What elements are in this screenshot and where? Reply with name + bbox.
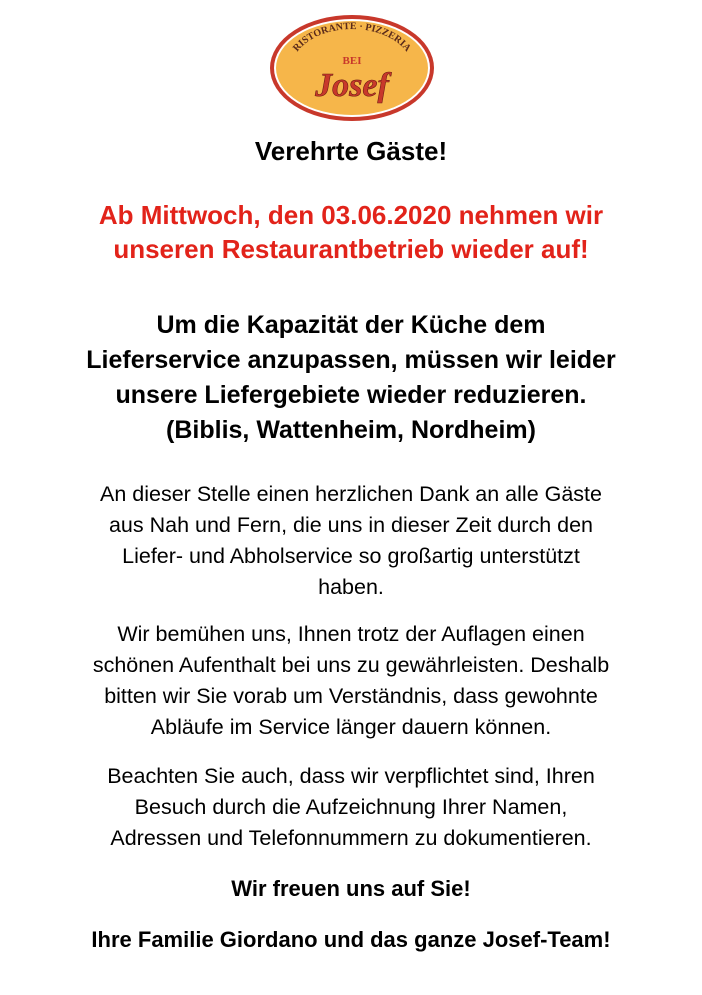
- paragraph-line: schönen Aufenthalt bei uns zu gewährleisten. Deshalb: [92, 653, 610, 677]
- signature-line: Ihre Familie Giordano und das ganze Josef-Team!: [91, 927, 611, 952]
- logo-arc-text: RISTORANTE · PIZZERIA: [291, 20, 413, 54]
- announcement-line: Ab Mittwoch, den 03.06.2020 nehmen wir: [98, 200, 604, 230]
- paragraph-line: An dieser Stelle einen herzlichen Dank an alle Gäste: [100, 482, 602, 506]
- paragraph-line: Beachten Sie auch, dass wir verpflichtet sind, Ihren: [107, 764, 595, 788]
- notice-line: (Biblis, Wattenheim, Nordheim): [166, 416, 536, 444]
- greeting-heading: Verehrte Gäste!: [254, 136, 448, 166]
- paragraph-line: Abläufe im Service länger dauern können.: [150, 715, 552, 739]
- notice-line: Um die Kapazität der Küche dem: [156, 311, 546, 339]
- paragraph-line: aus Nah und Fern, die uns in dieser Zeit durch den: [108, 513, 594, 537]
- thanks-paragraph: [0, 479, 702, 603]
- service-paragraph: [0, 619, 702, 743]
- notice-line: unsere Liefergebiete wieder reduzieren.: [115, 381, 587, 409]
- closing-line: Wir freuen uns auf Sie!: [231, 876, 471, 901]
- logo-name-text: Josef: [315, 67, 389, 104]
- announcement-line: unseren Restaurantbetrieb wieder auf!: [113, 234, 589, 264]
- delivery-area-notice: [0, 308, 702, 448]
- paragraph-line: Adressen und Telefonnummern zu dokumentieren.: [110, 826, 592, 850]
- paragraph-line: Liefer- und Abholservice so großartig unterstützt: [122, 544, 580, 568]
- paragraph-line: Besuch durch die Aufzeichnung Ihrer Namen,: [134, 795, 568, 819]
- paragraph-line: bitten wir Sie vorab um Verständnis, dass gewohnte: [104, 684, 598, 708]
- paragraph-line: haben.: [318, 575, 384, 599]
- restaurant-logo: [267, 12, 437, 124]
- notice-line: Lieferservice anzupassen, müssen wir leider: [86, 346, 616, 374]
- registration-paragraph: [0, 761, 702, 854]
- reopening-announcement: [0, 198, 702, 266]
- paragraph-line: Wir bemühen uns, Ihnen trotz der Auflagen einen: [117, 622, 585, 646]
- logo-bei-text: BEI: [342, 55, 362, 67]
